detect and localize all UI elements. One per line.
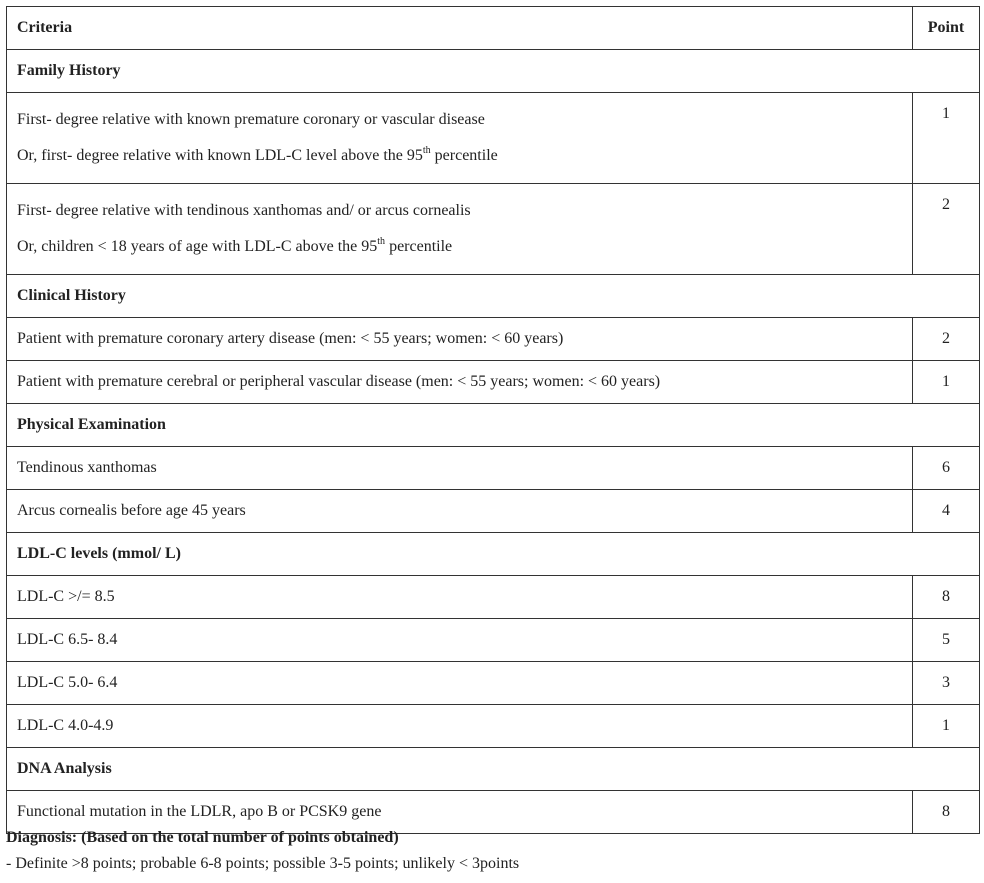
table-row xyxy=(7,184,980,275)
criterion-text: First- degree relative with tendinous xanthomas and/ or arcus cornealis xyxy=(17,202,471,219)
criterion-text-tail: percentile xyxy=(385,238,453,255)
criterion-cell xyxy=(7,184,913,275)
point-cell: 2 xyxy=(913,318,980,361)
criterion-cell: LDL-C 6.5- 8.4 xyxy=(7,619,913,662)
section-header-row xyxy=(7,50,980,93)
criteria-column-header: Criteria xyxy=(7,7,913,50)
section-header-row xyxy=(7,533,980,576)
criterion-text: First- degree relative with known premature coronary or vascular disease xyxy=(17,111,485,128)
section-title: Clinical History xyxy=(7,275,980,318)
criterion-cell xyxy=(7,93,913,184)
criterion-line xyxy=(17,111,902,129)
table-row xyxy=(7,447,980,490)
section-title: Family History xyxy=(7,50,980,93)
table-row xyxy=(7,490,980,533)
ordinal-suffix: th xyxy=(422,144,431,156)
point-cell: 4 xyxy=(913,490,980,533)
section-header-row xyxy=(7,404,980,447)
table-row xyxy=(7,93,980,184)
table-row xyxy=(7,705,980,748)
table-body xyxy=(7,50,980,834)
table-row xyxy=(7,361,980,404)
section-header-row xyxy=(7,275,980,318)
criterion-cell: LDL-C 5.0- 6.4 xyxy=(7,662,913,705)
criterion-cell: LDL-C 4.0-4.9 xyxy=(7,705,913,748)
criterion-line xyxy=(17,235,902,256)
criterion-cell: Tendinous xanthomas xyxy=(7,447,913,490)
point-cell: 8 xyxy=(913,791,980,834)
criterion-text-tail: percentile xyxy=(430,147,498,164)
criteria-table xyxy=(6,6,980,834)
section-title: LDL-C levels (mmol/ L) xyxy=(7,533,980,576)
diagnosis-footer xyxy=(6,825,979,877)
point-cell: 8 xyxy=(913,576,980,619)
criterion-cell: Patient with premature coronary artery disease (men: < 55 years; women: < 60 years) xyxy=(7,318,913,361)
point-cell: 1 xyxy=(913,93,980,184)
diagnosis-scale: - Definite >8 points; probable 6-8 points; possible 3-5 points; unlikely < 3points xyxy=(6,855,520,872)
criterion-cell: LDL-C >/= 8.5 xyxy=(7,576,913,619)
section-title: DNA Analysis xyxy=(7,748,980,791)
ordinal-suffix: th xyxy=(377,235,386,247)
table-row xyxy=(7,576,980,619)
criterion-cell: Functional mutation in the LDLR, apo B or PCSK9 gene xyxy=(7,791,913,834)
criterion-cell: Arcus cornealis before age 45 years xyxy=(7,490,913,533)
criterion-line xyxy=(17,144,902,165)
table-row xyxy=(7,619,980,662)
table-row xyxy=(7,318,980,361)
criterion-text: Or, first- degree relative with known LDL-C level above the 95 xyxy=(17,147,423,164)
section-title: Physical Examination xyxy=(7,404,980,447)
point-cell: 6 xyxy=(913,447,980,490)
section-header-row xyxy=(7,748,980,791)
point-cell: 2 xyxy=(913,184,980,275)
criterion-line xyxy=(17,202,902,220)
point-cell: 5 xyxy=(913,619,980,662)
criterion-cell: Patient with premature cerebral or peripheral vascular disease (men: < 55 years; women: < 60 years) xyxy=(7,361,913,404)
table-row xyxy=(7,662,980,705)
point-cell: 1 xyxy=(913,361,980,404)
point-column-header: Point xyxy=(913,7,980,50)
diagnosis-heading: Diagnosis: (Based on the total number of points obtained) xyxy=(6,829,399,846)
table-header-row xyxy=(7,7,980,50)
point-cell: 1 xyxy=(913,705,980,748)
criterion-text: Or, children < 18 years of age with LDL-C above the 95 xyxy=(17,238,378,255)
point-cell: 3 xyxy=(913,662,980,705)
